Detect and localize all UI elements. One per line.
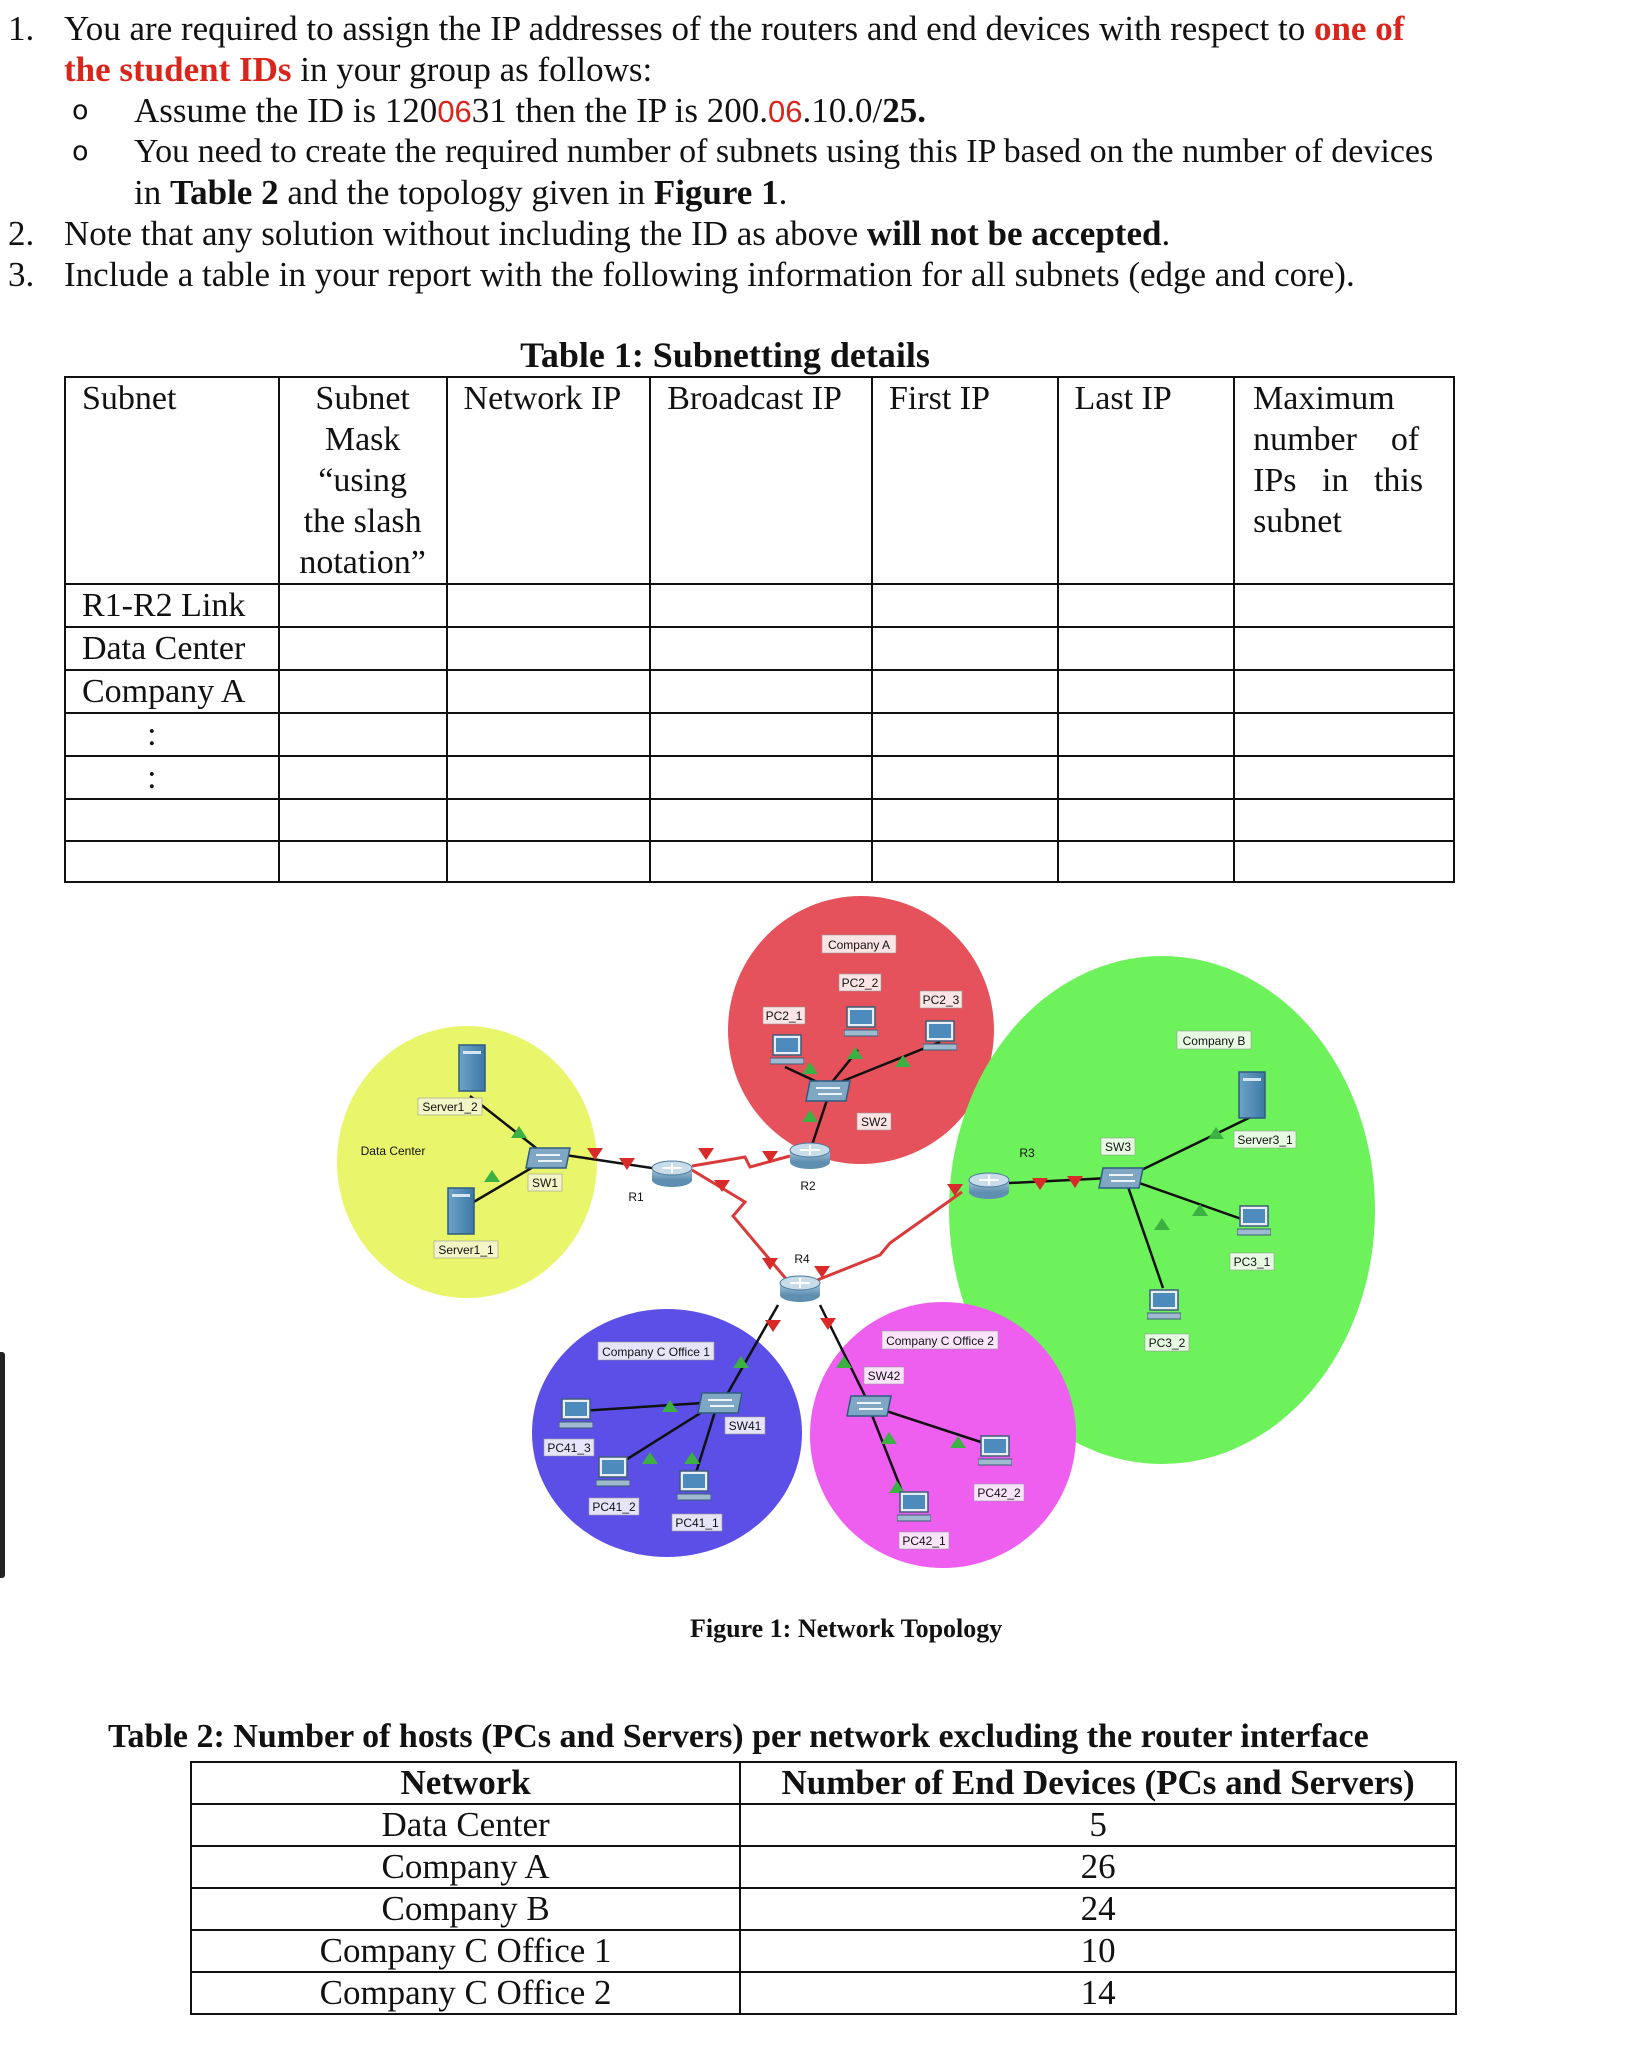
svg-text:PC3_2: PC3_2 xyxy=(1148,1336,1186,1350)
svg-text:Company C Office 1: Company C Office 1 xyxy=(602,1345,710,1359)
bullet-1-prefix: 25. xyxy=(882,91,926,130)
svg-text:R4: R4 xyxy=(794,1252,810,1266)
device-label xyxy=(899,1532,949,1549)
device-label xyxy=(528,1174,562,1191)
switch-icon[interactable] xyxy=(806,1081,850,1101)
svg-text:PC41_1: PC41_1 xyxy=(675,1516,719,1530)
svg-text:Company B: Company B xyxy=(1182,1034,1246,1048)
device-label xyxy=(763,1007,805,1024)
bullet-2-marker: o xyxy=(72,136,89,167)
bullet-1-id-highlight: 06 xyxy=(437,94,472,129)
svg-text:PC2_1: PC2_1 xyxy=(765,1009,803,1023)
device-count: 24 xyxy=(740,1888,1456,1930)
network-name: Company C Office 2 xyxy=(191,1972,740,2014)
device-label xyxy=(857,1113,891,1130)
device-label xyxy=(628,1190,644,1204)
header-max-line: subnet xyxy=(1253,503,1342,540)
svg-text:SW2: SW2 xyxy=(860,1115,888,1129)
bullet-2-figure-ref: Figure 1 xyxy=(653,173,779,212)
svg-text:SW41: SW41 xyxy=(728,1419,762,1433)
pc-icon[interactable] xyxy=(596,1457,630,1486)
table-row xyxy=(191,1930,1456,1972)
zone-label xyxy=(882,1331,998,1349)
switch-icon[interactable] xyxy=(847,1396,891,1416)
switch-icon[interactable] xyxy=(698,1393,742,1413)
svg-text:PC2_2: PC2_2 xyxy=(841,976,879,990)
svg-text:R3: R3 xyxy=(1019,1146,1035,1160)
item-2-emphasis: will not be accepted xyxy=(866,214,1162,253)
svg-text:PC3_1: PC3_1 xyxy=(1233,1255,1271,1269)
pc-icon[interactable] xyxy=(923,1021,957,1050)
zone-label xyxy=(1177,1031,1251,1049)
header-network-ip: Network IP xyxy=(447,377,651,584)
bullet-1-text-b: 31 then the IP is 200. xyxy=(471,91,768,130)
svg-text:PC42_2: PC42_2 xyxy=(977,1486,1021,1500)
header-end-devices: Number of End Devices (PCs and Servers) xyxy=(740,1762,1456,1804)
header-last-ip: Last IP xyxy=(1058,377,1235,584)
pc-icon[interactable] xyxy=(897,1492,931,1521)
router-icon[interactable] xyxy=(780,1276,820,1302)
bullet-2-line-1: You need to create the required number of subnets using this IP based on the number of devices xyxy=(134,133,1434,170)
device-label xyxy=(920,991,962,1008)
table-2-caption: Table 2: Number of hosts (PCs and Servers) per network excluding the router interface xyxy=(108,1718,1369,1755)
svg-text:SW3: SW3 xyxy=(1104,1140,1132,1154)
item-3-number: 3. xyxy=(8,255,35,294)
bullet-1-ip-highlight: 06 xyxy=(767,94,803,129)
item-1-text-2: in your group as follows: xyxy=(291,50,653,89)
bullet-1-text-c: .10.0/ xyxy=(802,91,883,130)
svg-text:PC2_3: PC2_3 xyxy=(922,993,960,1007)
svg-text:Data Center: Data Center xyxy=(360,1144,426,1158)
item-2-number: 2. xyxy=(8,214,35,253)
zone-label xyxy=(598,1342,714,1360)
header-max-line: IPs in this xyxy=(1253,462,1424,499)
header-mask-line: notation” xyxy=(299,544,426,581)
header-max-line: number of xyxy=(1253,421,1420,458)
network-name: Company C Office 1 xyxy=(191,1930,740,1972)
device-label xyxy=(434,1241,498,1258)
network-name: Company B xyxy=(191,1888,740,1930)
server-icon[interactable] xyxy=(1239,1072,1265,1118)
server-icon[interactable] xyxy=(448,1188,474,1234)
table-row xyxy=(191,1846,1456,1888)
svg-text:Server3_1: Server3_1 xyxy=(1237,1133,1293,1147)
header-first-ip: First IP xyxy=(872,377,1058,584)
device-label xyxy=(1019,1146,1035,1160)
device-count: 26 xyxy=(740,1846,1456,1888)
table-row xyxy=(191,1972,1456,2014)
device-label xyxy=(672,1514,722,1531)
table-row xyxy=(191,1888,1456,1930)
header-broadcast-ip: Broadcast IP xyxy=(650,377,872,584)
pc-icon[interactable] xyxy=(559,1399,593,1428)
subnet-name: Company A xyxy=(65,670,279,713)
header-mask-line: Subnet xyxy=(315,380,410,417)
device-label xyxy=(864,1367,904,1384)
header-mask-line: the slash xyxy=(303,503,422,540)
router-icon[interactable] xyxy=(790,1143,830,1169)
item-1-number: 1. xyxy=(8,9,35,48)
header-max-line: Maximum xyxy=(1253,380,1395,417)
bullet-2-table-ref: Table 2 xyxy=(169,173,279,212)
subnet-name: Data Center xyxy=(65,627,279,670)
header-network: Network xyxy=(191,1762,740,1804)
pc-icon[interactable] xyxy=(1237,1206,1271,1235)
window-edge-handle xyxy=(0,1352,5,1578)
router-icon[interactable] xyxy=(652,1161,692,1187)
svg-text:PC41_2: PC41_2 xyxy=(592,1500,636,1514)
svg-text:PC41_3: PC41_3 xyxy=(547,1441,591,1455)
item-1-text: You are required to assign the IP addresses of the routers and end devices with respect to xyxy=(64,9,1314,48)
svg-text:R1: R1 xyxy=(628,1190,644,1204)
device-label xyxy=(1230,1253,1274,1270)
network-name: Company A xyxy=(191,1846,740,1888)
switch-icon[interactable] xyxy=(1099,1168,1143,1188)
pc-icon[interactable] xyxy=(770,1035,804,1064)
bullet-1-text-a: Assume the ID is 120 xyxy=(134,91,438,130)
device-count: 10 xyxy=(740,1930,1456,1972)
table-2-header-row xyxy=(191,1762,1456,1804)
item-3-text: Include a table in your report with the following information for all subnets (edge and core). xyxy=(64,255,1355,294)
device-label xyxy=(1101,1138,1135,1155)
header-mask-line: “using xyxy=(318,462,408,499)
device-label xyxy=(1145,1334,1189,1351)
svg-text:Company C Office 2: Company C Office 2 xyxy=(886,1334,994,1348)
device-count: 5 xyxy=(740,1804,1456,1846)
device-label xyxy=(794,1252,810,1266)
subnet-name: : xyxy=(65,713,279,756)
pc-icon[interactable] xyxy=(1147,1290,1181,1319)
svg-text:PC42_1: PC42_1 xyxy=(902,1534,946,1548)
subnet-name: : xyxy=(65,756,279,799)
router-icon[interactable] xyxy=(969,1173,1009,1199)
device-label xyxy=(1234,1131,1296,1148)
subnet-name: R1-R2 Link xyxy=(65,584,279,627)
hosts-per-network-table xyxy=(190,1761,1457,2015)
bullet-2-text-c: . xyxy=(778,173,788,212)
header-subnet: Subnet xyxy=(65,377,279,584)
item-2-end: . xyxy=(1161,214,1171,253)
bullet-2-text-b: and the topology given in xyxy=(278,173,654,212)
svg-text:SW1: SW1 xyxy=(531,1176,559,1190)
bullet-2-text-a: in xyxy=(134,173,170,212)
pc-icon[interactable] xyxy=(844,1007,878,1036)
item-2-text: Note that any solution without including the ID as above xyxy=(64,214,867,253)
pc-icon[interactable] xyxy=(677,1471,711,1500)
device-label xyxy=(544,1439,594,1456)
zone-label xyxy=(822,935,896,953)
device-label xyxy=(839,974,881,991)
header-mask-line: Mask xyxy=(324,421,401,458)
svg-text:Server1_2: Server1_2 xyxy=(422,1100,478,1114)
bullet-1-marker: o xyxy=(72,95,89,126)
item-1-highlight-2: the student IDs xyxy=(64,50,292,89)
server-icon[interactable] xyxy=(459,1045,485,1091)
device-label xyxy=(418,1098,482,1115)
figure-1-caption: Figure 1: Network Topology xyxy=(690,1614,1003,1643)
svg-text:Server1_1: Server1_1 xyxy=(438,1243,494,1257)
svg-text:R2: R2 xyxy=(800,1179,816,1193)
table-row xyxy=(191,1804,1456,1846)
serial-links xyxy=(692,1156,962,1285)
svg-text:Company A: Company A xyxy=(827,938,891,952)
table-1-caption: Table 1: Subnetting details xyxy=(520,335,930,375)
device-label xyxy=(974,1484,1024,1501)
device-label xyxy=(589,1498,639,1515)
pc-icon[interactable] xyxy=(978,1436,1012,1465)
device-label xyxy=(800,1179,816,1193)
network-name: Data Center xyxy=(191,1804,740,1846)
device-count: 14 xyxy=(740,1972,1456,2014)
device-label xyxy=(725,1417,765,1434)
switch-icon[interactable] xyxy=(526,1148,570,1168)
zone-label xyxy=(357,1141,429,1159)
svg-text:SW42: SW42 xyxy=(867,1369,901,1383)
item-1-highlight: one of xyxy=(1313,9,1405,48)
